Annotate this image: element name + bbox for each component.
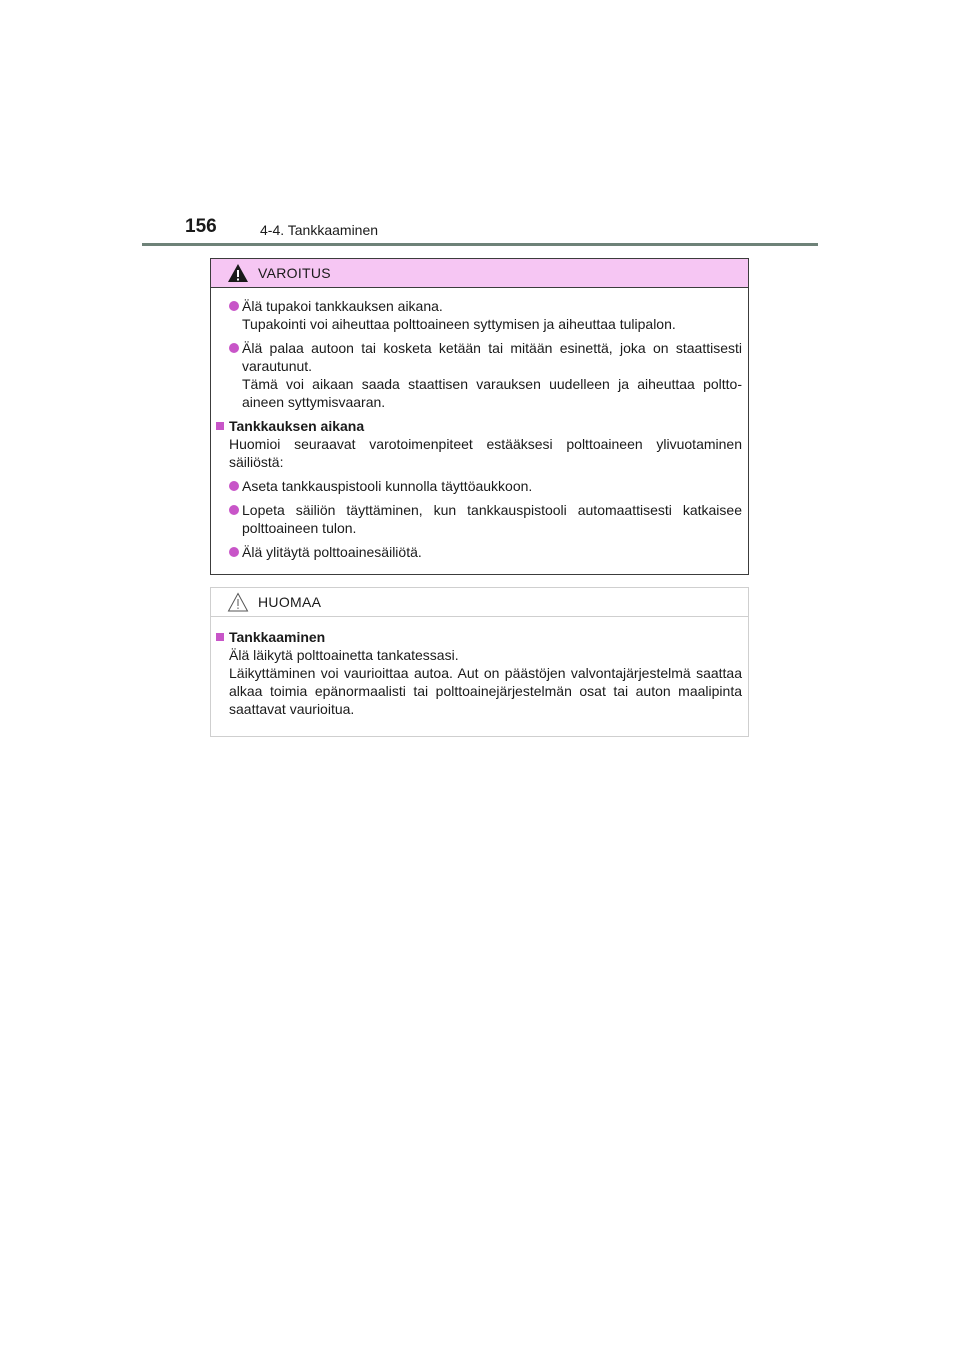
page-number: 156 <box>185 216 217 237</box>
list-item <box>216 339 742 411</box>
subsection-item: Älä ylitäytä polttoainesäiliötä. <box>242 544 422 560</box>
notice-box-body <box>211 617 748 718</box>
warning-box-body <box>211 288 748 561</box>
subsection-title: Tankkauksen aikana <box>229 418 365 434</box>
warning-item-line: Tupakointi voi aiheuttaa polttoaineen syttymisen ja aiheuttaa tulipalon. <box>242 316 676 332</box>
warning-item-line: Älä tupakoi tankkauksen aikana. <box>242 298 443 314</box>
warning-box <box>210 258 749 575</box>
section-title: 4-4. Tankkaaminen <box>260 222 379 238</box>
subsection-heading <box>216 628 742 646</box>
subsection-heading <box>216 417 742 435</box>
notice-subsection-title: Tankkaaminen <box>229 629 326 645</box>
list-item <box>216 543 742 561</box>
list-item <box>216 297 742 333</box>
notice-box-header <box>211 588 748 617</box>
notice-text <box>216 646 742 718</box>
bullet-dot-icon <box>229 547 239 557</box>
notice-box <box>210 587 749 737</box>
warning-triangle-icon <box>227 263 249 283</box>
list-item <box>216 501 742 537</box>
subsection-intro: Huomioi seuraavat varotoimenpiteet estääksesi polttoaineen ylivuotaminen säiliöstä: <box>229 436 742 470</box>
header-divider <box>142 243 818 246</box>
caution-outline-triangle-icon <box>227 592 249 612</box>
warning-box-header <box>211 259 748 288</box>
warning-item-line: Älä palaa autoon tai kosketa ketään tai mitään esinettä, joka on staattisesti varautunut. <box>242 340 742 374</box>
bullet-dot-icon <box>229 301 239 311</box>
notice-line: Älä läikytä polttoainetta tankatessasi. <box>229 647 459 663</box>
bullet-dot-icon <box>229 481 239 491</box>
bullet-dot-icon <box>229 505 239 515</box>
bullet-square-icon <box>216 422 224 430</box>
warning-title: VAROITUS <box>258 265 331 281</box>
subsection-item: Aseta tankkauspistooli kunnolla täyttöaukkoon. <box>242 478 533 494</box>
bullet-square-icon <box>216 633 224 641</box>
notice-line: Läikyttäminen voi vaurioittaa autoa. Aut on päästöjen valvontajärjestelmä saattaa alkaa toimia epänormaalisti tai polttoainejärjestelmän osat tai auton maalipinta saattavat vaurioitua. <box>229 665 742 717</box>
notice-title: HUOMAA <box>258 594 322 610</box>
list-item <box>216 477 742 495</box>
bullet-dot-icon <box>229 343 239 353</box>
warning-item-line: Tämä voi aikaan saada staattisen varauksen uudelleen ja aiheuttaa poltto-aineen syttymisvaaran. <box>242 376 742 410</box>
subsection-item: Lopeta säiliön täyttäminen, kun tankkauspistooli automaattisesti katkaisee polttoaineen tulon. <box>242 502 742 536</box>
